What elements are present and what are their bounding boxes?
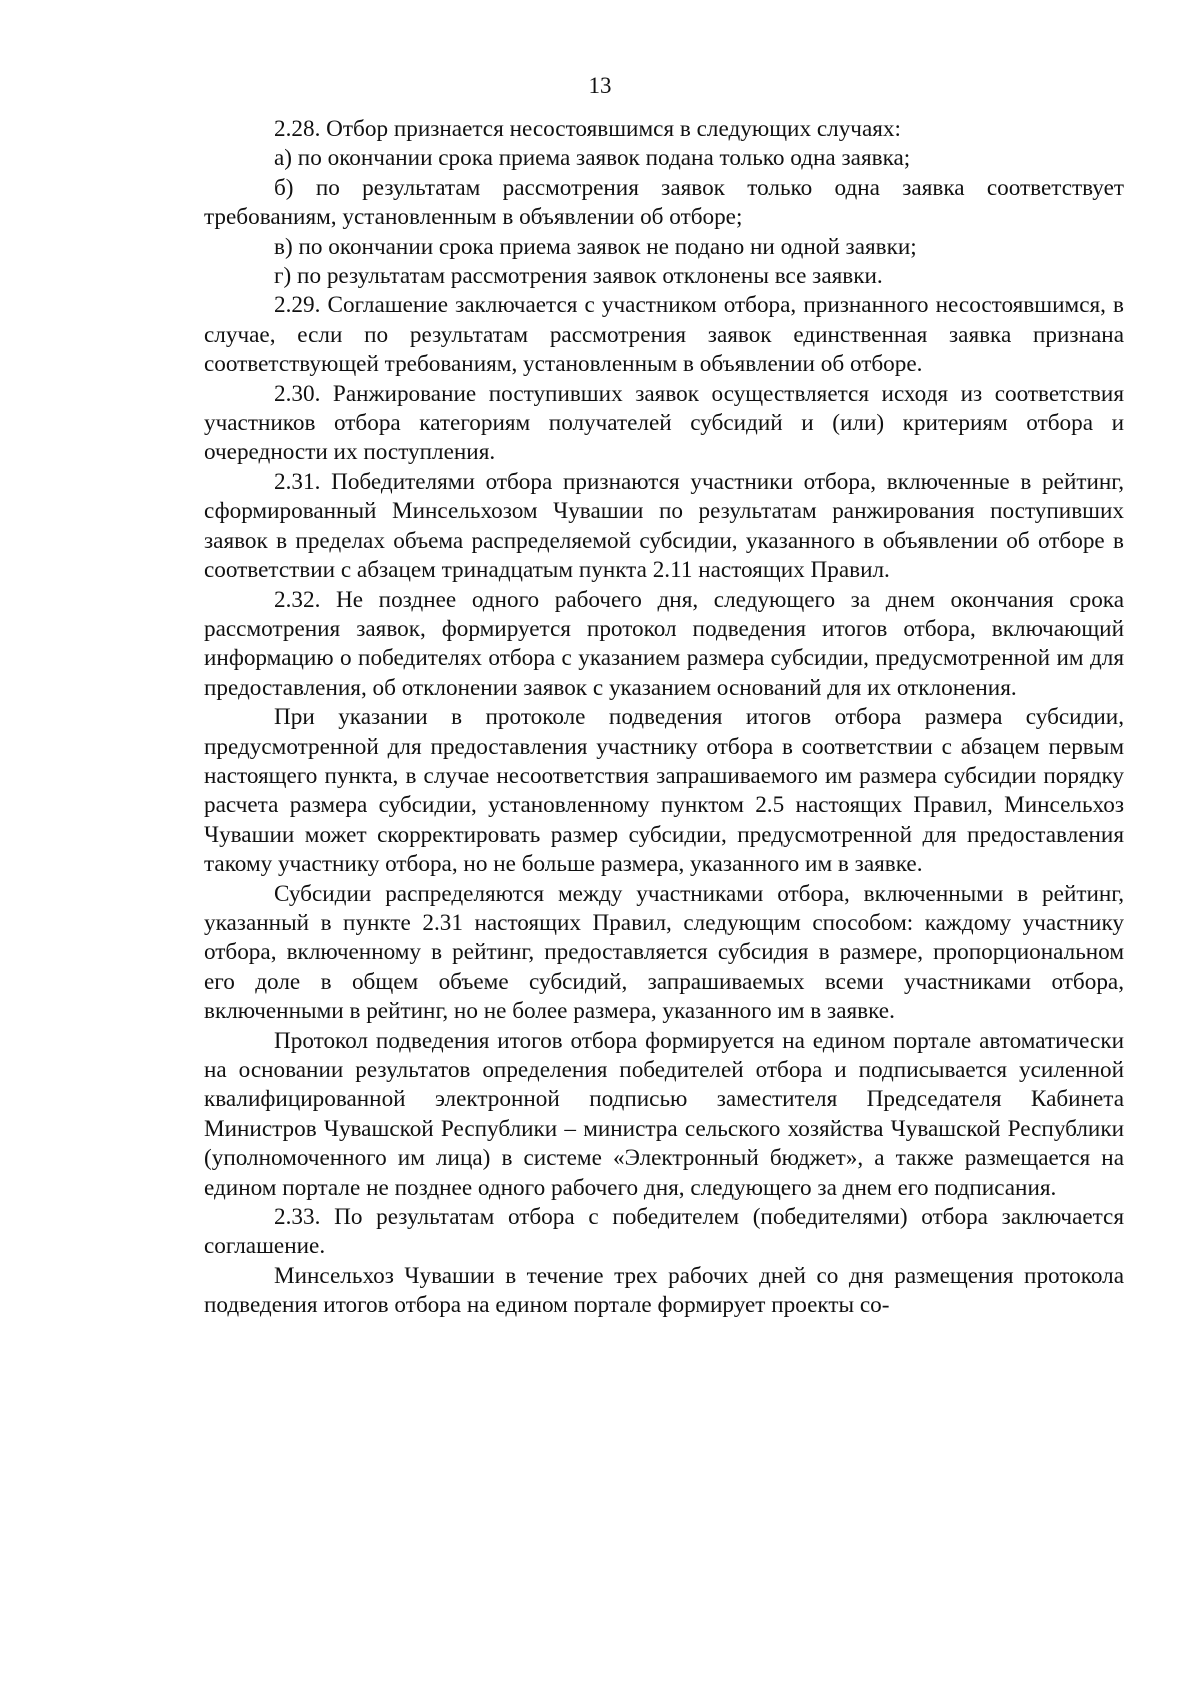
list-item-a: а) по окончании срока приема заявок подана только одна заявка;	[274, 145, 911, 172]
paragraph-2-33: 2.33. По результатам отбора с победителем (победителями) отбора заключается соглашение.	[204, 1204, 1124, 1260]
paragraph-2-32: 2.32. Не позднее одного рабочего дня, следующего за днем окончания срока рассмотрения заявок, формируется протокол подведения итогов отбора, включающий информацию о победителях отбора с указанием размера субсидии, предусмотренной им для предоставления, об отклонении заявок с указанием оснований для их отклонения.	[204, 586, 1124, 701]
paragraph-subsidy-adjustment: При указании в протоколе подведения итогов отбора размера субсидии, предусмотренной для предоставления участнику отбора в соответствии с абзацем первым настоящего пункта, в случае несоответствия запрашиваемого им размера субсидии порядку расчета размера субсидии, установленному пунктом 2.5 настоящих Правил, Минсельхоз Чувашии может скорректировать размер субсидии, предусмотренной для предоставления такому участнику отбора, но не больше размера, указанного им в заявке.	[204, 704, 1124, 878]
list-item-v: в) по окончании срока приема заявок не подано ни одной заявки;	[274, 233, 917, 260]
list-item-g: г) по результатам рассмотрения заявок отклонены все заявки.	[274, 263, 883, 290]
paragraph-2-29: 2.29. Соглашение заключается с участником отбора, признанного несостоявшимся, в случае, если по результатам рассмотрения заявок единственная заявка признана соответствующей требованиям, установленным в объявлении об отборе.	[204, 292, 1124, 378]
page-number: 13	[588, 73, 612, 98]
paragraph-subsidy-distribution: Субсидии распределяются между участниками отбора, включенными в рейтинг, указанный в пункте 2.31 настоящих Правил, следующим способом: каждому участнику отбора, включенному в рейтинг, предоставляется субсидия в размере, пропорциональном его доле в общем объеме субсидий, запрашиваемых всеми участниками отбора, включенными в рейтинг, но не более размера, указанного им в заявке.	[204, 880, 1124, 1025]
paragraph-agreement-drafts: Минсельхоз Чувашии в течение трех рабочих дней со дня размещения протокола подведения итогов отбора на едином портале формирует проекты со-	[204, 1262, 1124, 1319]
paragraph-protocol: Протокол подведения итогов отбора формируется на едином портале автоматически на основании результатов определения победителей отбора и подписывается усиленной квалифицированной электронной подписью заместителя Председателя Кабинета Министров Чувашской Республики – министра сельского хозяйства Чувашской Республики (уполномоченного им лица) в системе «Электронный бюджет», а также размещается на едином портале не позднее одного рабочего дня, следующего за днем его подписания.	[204, 1027, 1124, 1201]
document-body	[204, 115, 1124, 1321]
list-item-b: б) по результатам рассмотрения заявок только одна заявка соответствует требованиям, установленным в объявлении об отборе;	[204, 174, 1124, 231]
paragraph-2-28: 2.28. Отбор признается несостоявшимся в следующих случаях:	[274, 116, 901, 142]
paragraph-2-31: 2.31. Победителями отбора признаются участники отбора, включенные в рейтинг, сформированный Минсельхозом Чувашии по результатам ранжирования поступивших заявок в пределах объема распределяемой субсидии, указанного в объявлении об отборе в соответствии с абзацем тринадцатым пункта 2.11 настоящих Правил.	[204, 468, 1124, 584]
paragraph-2-30: 2.30. Ранжирование поступивших заявок осуществляется исходя из соответствия участников отбора категориям получателей субсидий и (или) критериям отбора и очередности их поступления.	[204, 380, 1124, 466]
